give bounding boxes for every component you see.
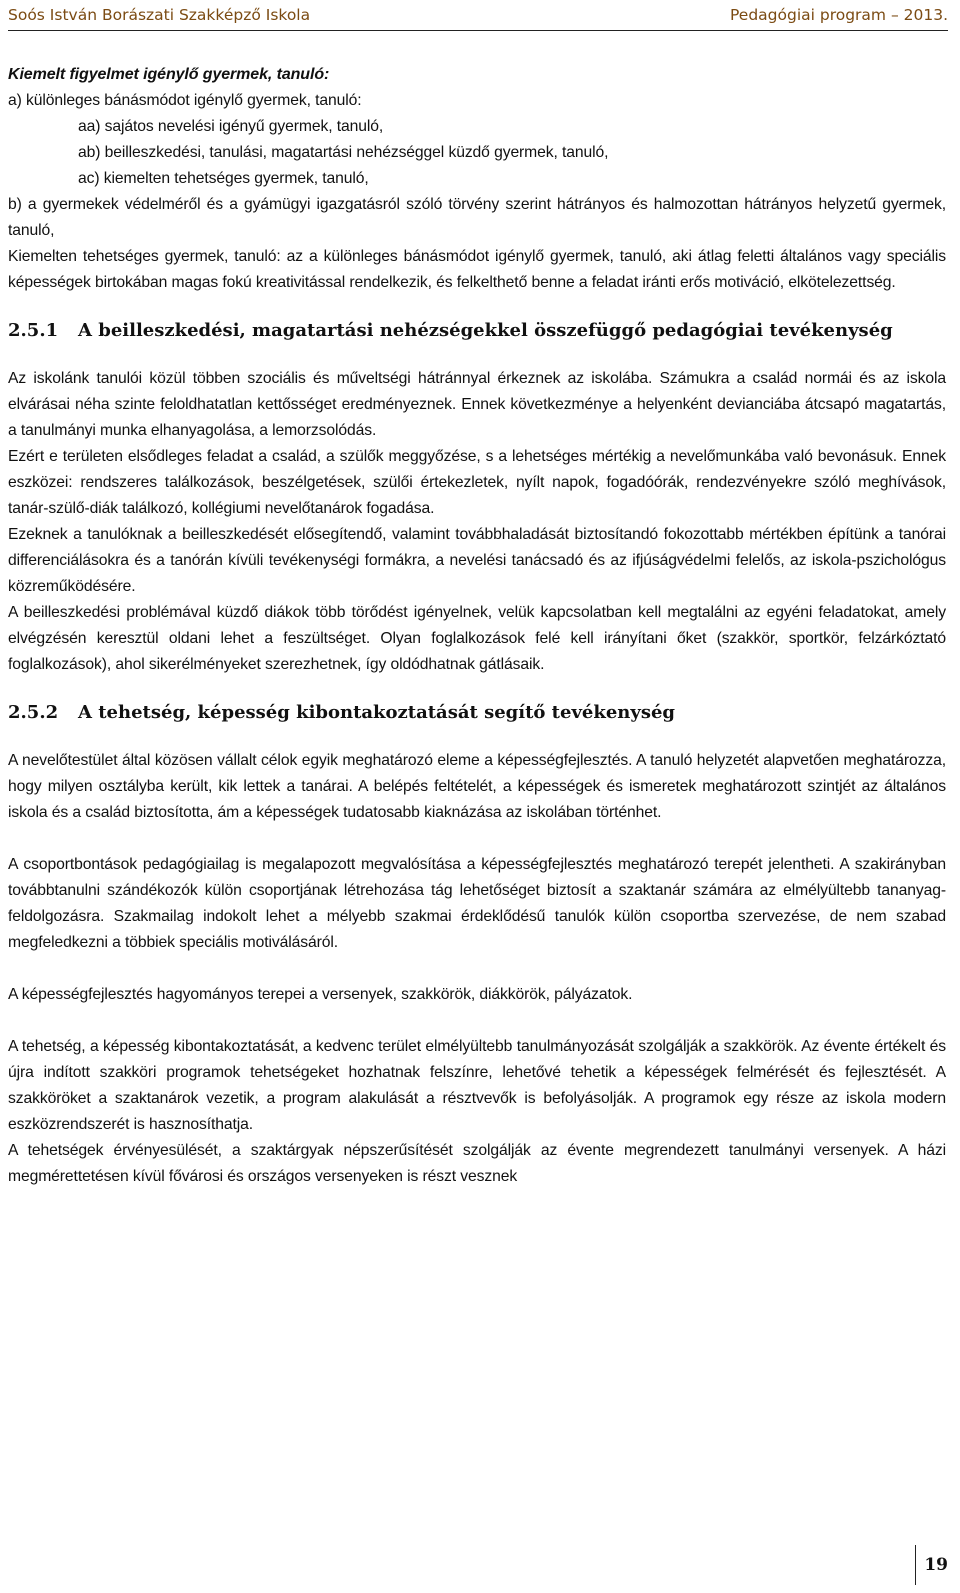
list-item: aa) sajátos nevelési igényű gyermek, tanuló, — [78, 118, 384, 135]
section-number: 2.5.1 — [8, 320, 59, 341]
priority-list — [8, 62, 946, 244]
paragraph: A nevelőtestület által közösen vállalt célok egyik meghatározó eleme a képességfejlesztés. A tanuló helyzetét alapvetően meghatározza, hogy milyen osztályba került, kik lettek a tanárai. A belépés feltételét, a képességek és ismeretek meghatározott szintjét az általános iskola és a család biztosította, ám a képességek tudatosabb kiaknázása az iskolában történhet. — [8, 752, 946, 821]
section-title: A tehetség, képesség kibontakoztatását segítő tevékenység — [78, 702, 676, 723]
list-item: a) különleges bánásmódot igénylő gyermek, tanuló: — [8, 92, 362, 109]
list-item: b) a gyermekek védelméről és a gyámügyi igazgatásról szóló törvény szerint hátrányos és halmozottan hátrányos helyzetű gyermek, tanuló, — [8, 196, 946, 239]
section-heading-2-5-2 — [8, 700, 946, 726]
section-heading-2-5-1 — [8, 318, 946, 344]
header-school-name: Soós István Borászati Szakképző Iskola — [8, 6, 311, 24]
section-number: 2.5.2 — [8, 702, 59, 723]
page-content — [8, 62, 946, 1190]
page-header — [8, 0, 948, 31]
paragraph: Ezért e területen elsődleges feladat a család, a szülők meggyőzése, s a lehetséges mértékig a nevelőmunkába való bevonásuk. Ennek eszközei: rendszeres találkozások, beszélgetések, szülői értekezletek, nyílt napok, fogadóórák, rendezvényekre szóló meghívások, tanár-szülő-diák találkozó, kollégiumi nevelőtanárok fogadása. — [8, 448, 946, 517]
paragraph: A tehetség, a képesség kibontakoztatását, a kedvenc terület elmélyültebb tanulmányozását szolgálják a szakkörök. Az évente értékelt és újra indított szakköri programok tehetségeket hozhatnak felszínre, lehetővé tehetik a képességek felmérését és fejlesztését. A szakköröket a szaktanárok vezetik, a program alakulását a résztvevők is befolyásolják. A programok egy része az iskola modern eszközrendszerét is hasznosíthatja. — [8, 1038, 946, 1133]
paragraph: Ezeknek a tanulóknak a beilleszkedését elősegítendő, valamint továbbhaladását biztosítandó fokozottabb mértékben építünk a tanórai differenciálásokra és a tanórán kívüli tevékenységi formákra, a nevelési tanácsadó és az ifjúságvédelmi felelős, az iskola-pszichológus közreműködésére. — [8, 526, 946, 595]
paragraph: A csoportbontások pedagógiailag is megalapozott megvalósítása a képességfejlesztés meghatározó terepét jelentheti. A szakirányban továbbtanulni szándékozók külön csoportjának létrehozása tág lehetőséget biztosít a szaktanár számára az elmélyültebb tananyag-feldolgozásra. Szakmailag indokolt lehet a mélyebb szakmai érdeklődésű tanulók külön csoportba szervezése, de nem szabad megfeledkezni a többiek speciális motiválásáról. — [8, 856, 946, 951]
paragraph: A tehetségek érvényesülését, a szaktárgyak népszerűsítését szolgálják az évente megrendezett tanulmányi versenyek. A házi megmérettetésen kívül fővárosi és országos versenyeken is részt vesznek — [8, 1142, 946, 1185]
paragraph: Az iskolánk tanulói közül többen szociális és műveltségi hátránnyal érkeznek az iskolába. Számukra a család normái és az iskola elvárásai néha szinte feloldhatatlan kettősséget eredményeznek. Ennek következménye a helyenként devianciába átcsapó magatartás, a tanulmányi munka elhanyagolása, a lemorzsolódás. — [8, 370, 946, 439]
section-title: A beilleszkedési, magatartási nehézségekkel összefüggő pedagógiai tevékenység — [78, 320, 893, 341]
header-program-title: Pedagógiai program – 2013. — [729, 6, 948, 24]
list-item: ac) kiemelten tehetséges gyermek, tanuló, — [78, 170, 369, 187]
definition-paragraph: Kiemelten tehetséges gyermek, tanuló: az a különleges bánásmódot igénylő gyermek, tanuló, aki átlag feletti általános vagy speciális képességek birtokában magas fokú kreativitással rendelkezik, és felkelthető benne a feladat iránti erős motiváció, elkötelezettség. — [8, 248, 946, 291]
list-title: Kiemelt figyelmet igénylő gyermek, tanuló: — [8, 66, 330, 83]
paragraph: A beilleszkedési problémával küzdő diákok több törődést igényelnek, velük kapcsolatban kell megtalálni az egyéni feladatokat, amely elvégzésén keresztül oldani lehet a feszültséget. Olyan foglalkozások felé kell irányítani őket (szakkör, sportkör, felzárkóztató foglalkozások), ahol sikerélményeket szerezhetnek, így oldódhatnak gátlásaik. — [8, 604, 946, 673]
page-number: 19 — [915, 1545, 948, 1585]
paragraph: A képességfejlesztés hagyományos terepei a versenyek, szakkörök, diákkörök, pályázatok. — [8, 986, 633, 1003]
list-item: ab) beilleszkedési, tanulási, magatartási nehézséggel küzdő gyermek, tanuló, — [78, 144, 609, 161]
